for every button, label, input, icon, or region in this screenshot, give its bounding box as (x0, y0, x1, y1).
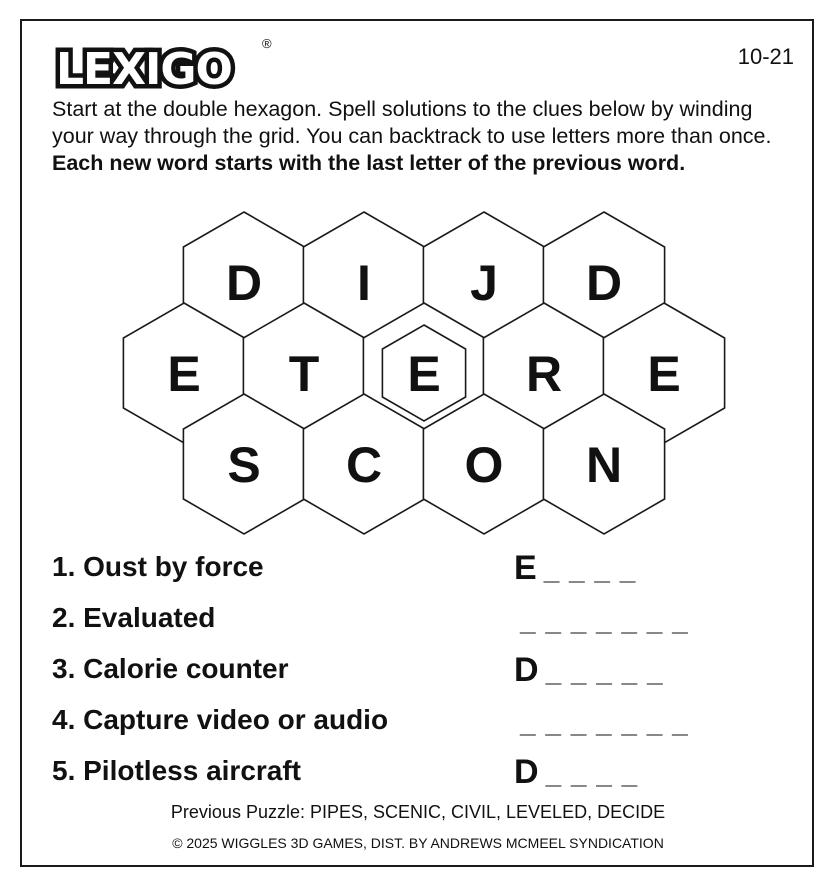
answer-3-blanks: _ _ _ _ _ (545, 656, 664, 687)
answer-4[interactable] (514, 702, 689, 741)
hex-letter: R (525, 346, 563, 402)
hex-letter: C (345, 437, 383, 493)
hex-letter: E (407, 346, 441, 402)
hex-letter: S (227, 437, 261, 493)
registered-mark: ® (262, 36, 272, 51)
hex-letter: T (288, 346, 320, 402)
clue-1: 1. Oust by force (52, 551, 264, 582)
logo-text: LEXIGO (56, 44, 232, 95)
answer-3-start: D (514, 651, 540, 689)
answer-1-start: E (514, 549, 538, 587)
hex-letter: E (647, 346, 681, 402)
instructions-text: Start at the double hexagon. Spell solutions to the clues below by winding your way through the grid. You can backtrack to use letters more than once. (52, 97, 772, 148)
answer-1[interactable] (514, 549, 636, 588)
answer-2-blanks: _ _ _ _ _ _ _ (520, 605, 689, 636)
hex-letter: J (470, 255, 498, 311)
answer-3[interactable] (514, 651, 664, 690)
clue-2: 2. Evaluated (52, 602, 216, 633)
clue-5: 5. Pilotless aircraft (52, 755, 302, 786)
answer-5-start: D (514, 753, 540, 791)
hex-letter: I (357, 255, 371, 311)
hex-letter: N (585, 437, 623, 493)
copyright: © 2025 WIGGLES 3D GAMES, DIST. BY ANDREWS MCMEEL SYNDICATION (172, 835, 664, 851)
previous-puzzle: Previous Puzzle: PIPES, SCENIC, CIVIL, LEVELED, DECIDE (170, 802, 666, 822)
clue-4: 4. Capture video or audio (52, 704, 389, 735)
hex-letter: D (585, 255, 623, 311)
puzzle-date: 10-21 (737, 44, 794, 69)
clue-3: 3. Calorie counter (52, 653, 289, 684)
answer-2[interactable] (514, 600, 689, 639)
hex-letter: E (167, 346, 201, 402)
answer-5[interactable] (514, 753, 638, 792)
answer-5-blanks: _ _ _ _ (545, 758, 639, 789)
instructions-bold: Each new word starts with the last letter of the previous word. (52, 151, 686, 175)
hex-letter: D (225, 255, 263, 311)
hex-letter: O (464, 437, 504, 493)
answer-4-blanks: _ _ _ _ _ _ _ (520, 707, 689, 738)
answer-1-blanks: _ _ _ _ (543, 554, 637, 585)
